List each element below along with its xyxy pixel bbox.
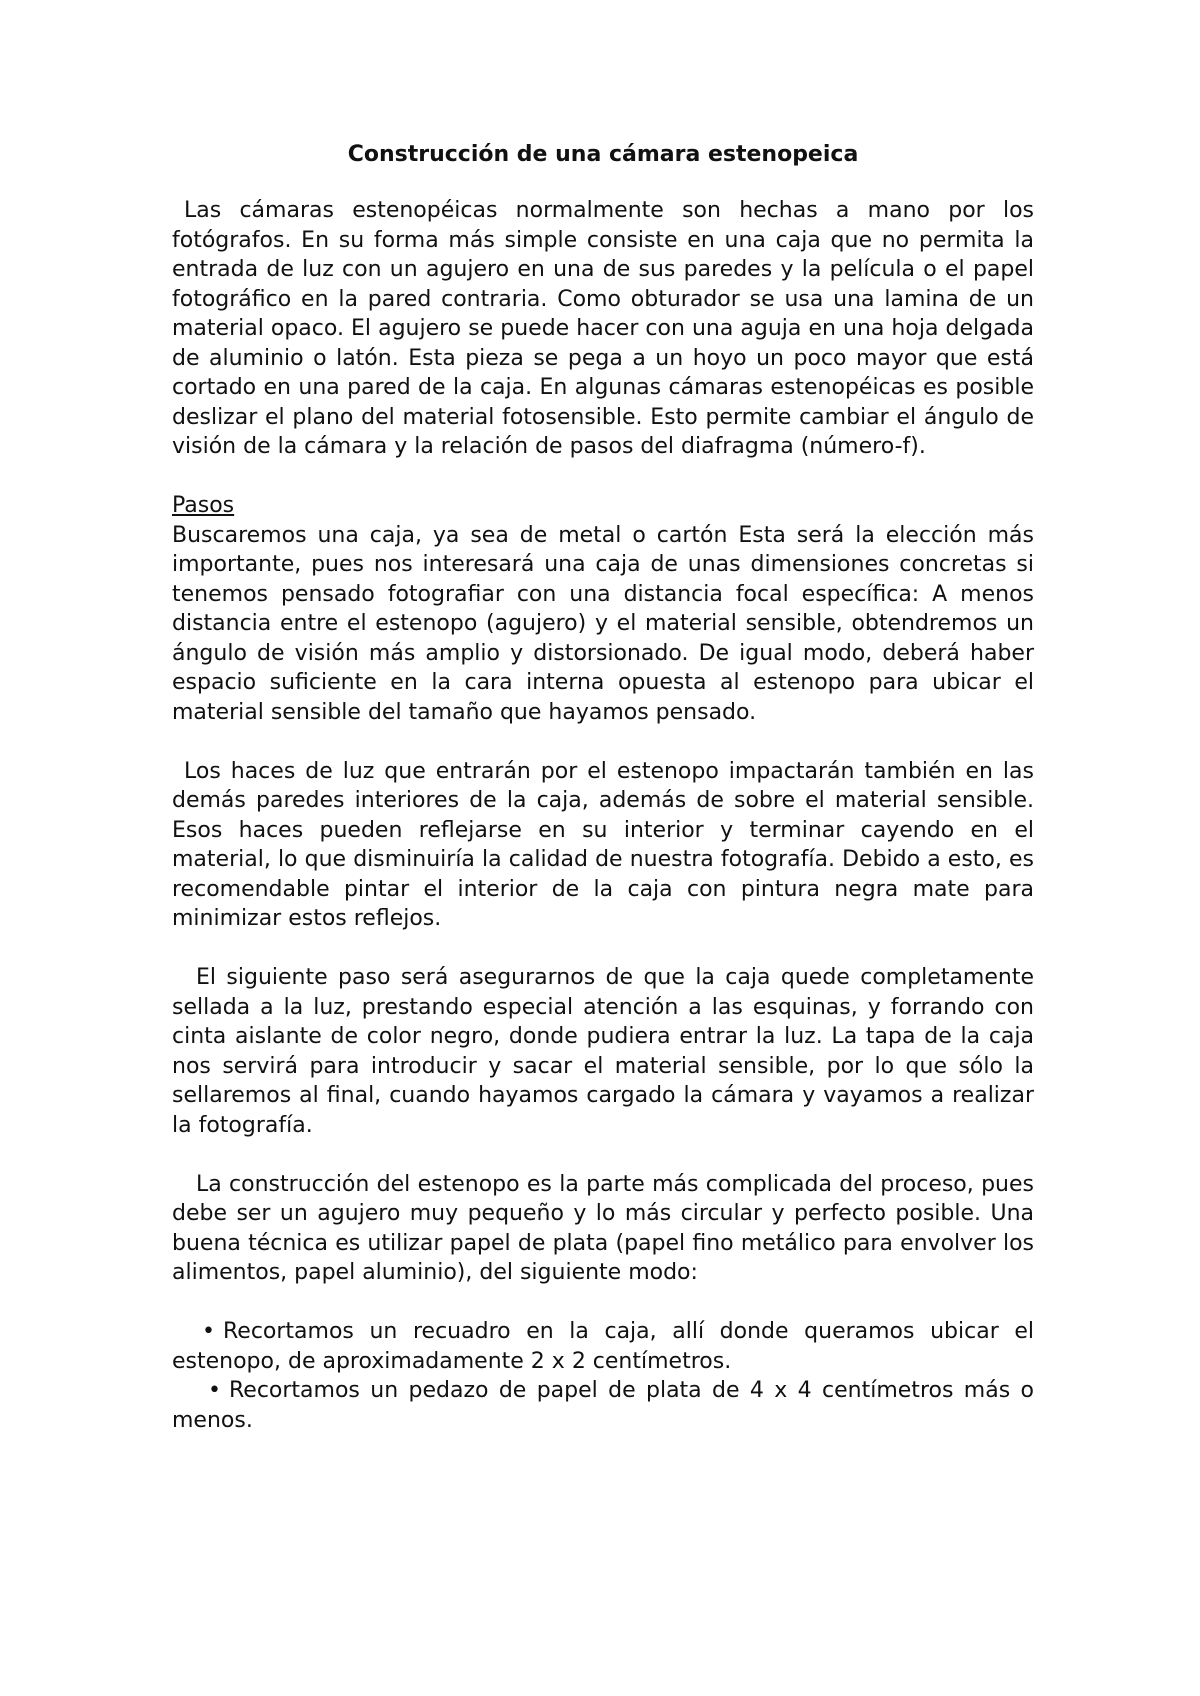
list-item [172, 1376, 1034, 1435]
pinhole-paragraph: La construcción del estenopo es la parte más complicada del proceso, pues debe ser un agujero muy pequeño y lo más circular y perfecto posible. Una buena técnica es utilizar papel de plata (papel fino metálico para envolver los alimentos, papel aluminio), del siguiente modo: [172, 1171, 1034, 1285]
steps-heading: Pasos [172, 493, 235, 518]
box-paragraph: Buscaremos una caja, ya sea de metal o cartón Esta será la elección más importante, pues nos interesará una caja de unas dimensiones concretas si tenemos pensado fotografiar con una distancia focal específica: A menos distancia entre el estenopo (agujero) y el material sensible, obtendremos un ángulo de visión más amplio y distorsionado. De igual modo, deberá haber espacio suficiente en la cara interna opuesta al estenopo para ubicar el material sensible del tamaño que hayamos pensado. [172, 522, 1034, 725]
bullet-icon: • [202, 1319, 215, 1344]
document-body [172, 140, 1034, 1435]
list-item [172, 1317, 1034, 1376]
document-title: Construcción de una cámara estenopeica [347, 142, 859, 167]
steps-list [172, 1317, 1034, 1435]
bullet-icon: • [208, 1378, 221, 1403]
seal-paragraph: El siguiente paso será asegurarnos de que la caja quede completamente sellada a la luz, prestando especial atención a las esquinas, y forrando con cinta aislante de color negro, donde pudiera entrar la luz. La tapa de la caja nos servirá para introducir y sacar el material sensible, por lo que sólo la sellaremos al final, cuando hayamos cargado la cámara y vayamos a realizar la fotografía. [172, 965, 1034, 1138]
light-paragraph: Los haces de luz que entrarán por el estenopo impactarán también en las demás paredes interiores de la caja, además de sobre el material sensible. Esos haces pueden reflejarse en su interior y terminar cayendo en el material, lo que disminuiría la calidad de nuestra fotografía. Debido a esto, es recomendable pintar el interior de la caja con pintura negra mate para minimizar estos reflejos. [172, 758, 1034, 931]
intro-paragraph: Las cámaras estenopéicas normalmente son hechas a mano por los fotógrafos. En su forma más simple consiste en una caja que no permita la entrada de luz con un agujero en una de sus paredes y la película o el papel fotográfico en la pared contraria. Como obturador se usa una lamina de un material opaco. El agujero se puede hacer con una aguja en una hoja delgada de aluminio o latón. Esta pieza se pega a un hoyo un poco mayor que está cortado en una pared de la caja. En algunas cámaras estenopéicas es posible deslizar el plano del material fotosensible. Esto permite cambiar el ángulo de visión de la cámara y la relación de pasos del diafragma (número-f). [172, 198, 1034, 459]
list-item-text: Recortamos un pedazo de papel de plata de 4 x 4 centímetros más o menos. [172, 1378, 1034, 1433]
list-item-text: Recortamos un recuadro en la caja, allí donde queramos ubicar el estenopo, de aproximadamente 2 x 2 centímetros. [172, 1319, 1034, 1374]
